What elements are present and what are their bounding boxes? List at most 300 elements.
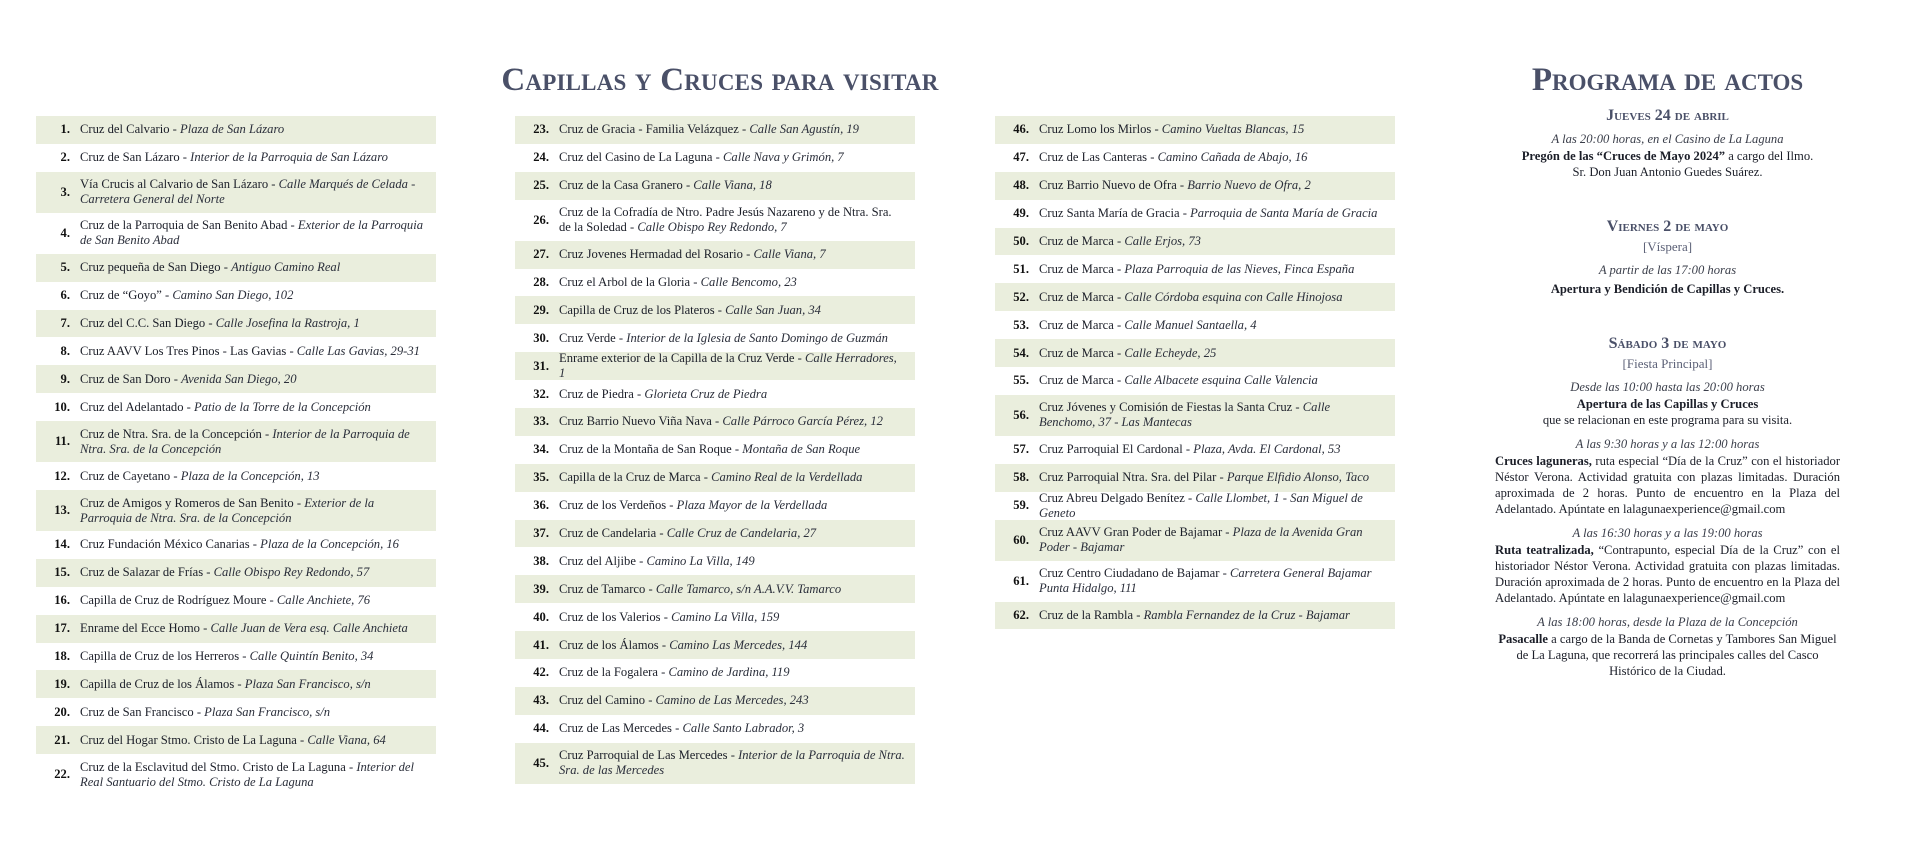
item-text	[1039, 346, 1385, 361]
item-location: Calle Erjos, 73	[1124, 234, 1201, 248]
item-location: Rambla Fernandez de la Cruz - Bajamar	[1143, 608, 1350, 623]
item-location: Avenida San Diego, 20	[181, 371, 297, 386]
item-text	[80, 649, 426, 664]
item-text	[559, 748, 905, 778]
item-location: Calle Viana, 64	[307, 732, 386, 747]
item-location: Calle Quintín Benito, 34	[249, 649, 374, 664]
day-block-2	[1495, 216, 1840, 297]
item-text	[559, 610, 905, 625]
item-separator: -	[712, 150, 724, 165]
item-location: Montaña de San Roque	[742, 442, 861, 457]
item-separator: -	[286, 343, 297, 358]
item-name: Cruz del Aljibe	[559, 553, 636, 568]
list-item	[36, 254, 436, 282]
item-name: Cruz de la Montaña de San Roque	[559, 442, 732, 457]
item-location: Antiguo Camino Real	[231, 260, 341, 275]
item-text	[1039, 491, 1385, 521]
list-item	[36, 172, 436, 213]
item-name: Vía Crucis al Calvario de San Lázaro	[80, 177, 269, 192]
item-name: Cruz Parroquial de Las Mercedes	[559, 748, 728, 763]
list-item	[36, 643, 436, 671]
list-item	[36, 462, 436, 490]
list-item	[36, 365, 436, 393]
item-separator: -	[727, 748, 739, 763]
list-item	[36, 337, 436, 365]
list-item	[515, 687, 915, 715]
item-location: Calle Josefina la Rastroja, 1	[215, 316, 360, 330]
item-name: Cruz Lomo los Mirlos	[1039, 122, 1152, 137]
list-item	[515, 324, 915, 352]
item-separator: -	[682, 178, 694, 193]
item-text	[1039, 400, 1385, 430]
item-separator: -	[193, 704, 205, 719]
item-separator: -	[1179, 206, 1191, 221]
item-location: Calle Obispo Rey Redondo, 7	[637, 220, 787, 235]
item-number: 9.	[60, 371, 70, 386]
item-text	[80, 218, 426, 248]
item-number: 60.	[1013, 532, 1029, 547]
item-text	[559, 693, 905, 708]
item-separator: -	[249, 537, 261, 552]
list-item	[36, 421, 436, 462]
item-text	[559, 122, 905, 137]
item-location: Camino de Jardina, 119	[668, 665, 790, 680]
item-location: Plaza Parroquia de las Nieves, Finca España	[1124, 261, 1355, 276]
item-name: Cruz de Las Canteras	[1039, 150, 1148, 165]
item-text	[1039, 290, 1385, 305]
item-number: 49.	[1013, 206, 1029, 221]
item-separator: -	[671, 721, 683, 736]
item-number: 11.	[54, 434, 70, 449]
item-number: 2.	[60, 150, 70, 165]
item-separator: -	[1219, 566, 1230, 581]
list-item	[515, 269, 915, 297]
item-location: Calle Santo Labrador, 3	[682, 721, 805, 736]
item-separator: -	[1113, 234, 1125, 248]
list-item	[995, 602, 1395, 630]
page-title: Capillas y Cruces para visitar	[501, 62, 939, 98]
item-separator: -	[239, 649, 250, 664]
item-text	[1039, 150, 1385, 165]
item-text	[1039, 318, 1385, 333]
item-number: 61.	[1013, 573, 1029, 588]
item-number: 46.	[1013, 122, 1029, 137]
list-item	[995, 255, 1395, 283]
event-text	[1495, 148, 1840, 180]
item-location: Interior de la Parroquia de San Lázaro	[190, 150, 388, 165]
item-text	[559, 582, 905, 597]
item-name: Cruz Centro Ciudadano de Bajamar	[1039, 566, 1220, 581]
item-name: Cruz de Tamarco	[559, 581, 646, 596]
item-text	[80, 372, 426, 387]
item-separator: -	[635, 553, 647, 568]
item-number: 6.	[60, 288, 70, 303]
list-item	[995, 464, 1395, 492]
item-name: Cruz Barrio Nuevo de Ofra	[1039, 178, 1177, 193]
event-title: Pasacalle	[1498, 632, 1549, 646]
list-item	[36, 310, 436, 338]
item-separator: -	[742, 247, 754, 262]
item-name: Cruz del C.C. San Diego	[80, 316, 206, 330]
item-name: Cruz Parroquial El Cardonal	[1039, 442, 1183, 457]
item-number: 12.	[54, 468, 70, 483]
item-text	[1039, 373, 1385, 388]
item-name: Cruz del Adelantado	[80, 399, 184, 414]
item-separator: -	[1113, 261, 1125, 276]
item-name: Capilla de la Cruz de Marca	[559, 470, 701, 485]
list-item	[36, 698, 436, 726]
event-description: a cargo de la Banda de Cornetas y Tambores San Miguel de La Laguna, que recorrerá las principales calles del Casco Histórico de la Ciudad.	[1516, 632, 1837, 678]
item-number: 29.	[533, 302, 549, 317]
item-number: 55.	[1013, 373, 1029, 388]
item-name: Cruz Abreu Delgado Benítez	[1039, 490, 1185, 505]
item-number: 3.	[60, 184, 70, 199]
item-separator: -	[714, 302, 726, 317]
item-location: Plaza, Avda. El Cardonal, 53	[1193, 442, 1341, 457]
item-separator: -	[293, 495, 305, 510]
item-name: Cruz Fundación México Canarias	[80, 537, 250, 552]
list-item	[995, 116, 1395, 144]
item-number: 7.	[60, 316, 70, 330]
item-number: 25.	[533, 178, 549, 193]
item-number: 39.	[533, 581, 549, 596]
item-number: 36.	[533, 498, 549, 513]
item-location: Plaza Mayor de la Verdellada	[676, 498, 828, 513]
item-location: Glorieta Cruz de Piedra	[644, 386, 768, 401]
list-item	[36, 490, 436, 531]
item-number: 51.	[1013, 261, 1029, 276]
list-item	[36, 116, 436, 144]
item-name: Cruz de Marca	[1039, 289, 1114, 304]
event-time: A las 16:30 horas y a las 19:00 horas	[1572, 526, 1763, 540]
item-name: Cruz de “Goyo”	[80, 288, 162, 303]
list-item	[995, 436, 1395, 464]
item-separator: -	[626, 220, 638, 235]
item-number: 37.	[533, 526, 549, 541]
list-item	[515, 520, 915, 548]
item-location: Calle Cruz de Candelaria, 27	[666, 526, 817, 541]
item-location: Calle Córdoba esquina con Calle Hinojosa	[1124, 289, 1343, 304]
item-location: Calle San Agustín, 19	[749, 122, 859, 137]
item-number: 28.	[533, 275, 549, 289]
item-location: Calle Viana, 7	[753, 247, 826, 262]
item-name: Cruz de Ntra. Sra. de la Concepción	[80, 426, 262, 441]
list-item	[36, 670, 436, 698]
item-text	[80, 122, 426, 137]
item-location: Interior del Real Santuario del Stmo. Cristo de La Laguna	[80, 759, 415, 789]
item-name: Cruz del Calvario	[80, 122, 170, 137]
day-title: Sábado 3 de mayo	[1608, 335, 1727, 352]
item-number: 21.	[54, 732, 70, 747]
item-location: Calle Párroco García Pérez, 12	[722, 414, 883, 429]
item-separator: -	[234, 676, 245, 691]
item-separator: -	[645, 693, 656, 708]
item-text	[559, 638, 905, 653]
list-item	[995, 520, 1395, 561]
item-location: Patio de la Torre de la Concepción	[194, 399, 371, 414]
item-separator: -	[1176, 178, 1188, 193]
item-location: Camino Las Mercedes, 144	[669, 637, 808, 652]
item-number: 59.	[1013, 498, 1029, 513]
item-text	[559, 498, 905, 513]
item-separator: -	[645, 581, 656, 596]
item-text	[559, 665, 905, 680]
item-text	[559, 150, 905, 165]
day-title: Viernes 2 de mayo	[1606, 218, 1729, 235]
item-location: Calle Marqués de Celada - Carretera General del Norte	[80, 177, 416, 207]
item-location: Calle Llombet, 1 - San Miguel de Geneto	[1039, 490, 1363, 520]
item-name: Cruz de los Álamos	[559, 637, 659, 652]
item-location: Camino La Villa, 159	[671, 609, 780, 624]
item-name: Cruz de los Valerios	[559, 609, 661, 624]
item-location: Interior de la Parroquia de Ntra. Sra. de las Mercedes	[559, 748, 905, 778]
item-number: 58.	[1013, 470, 1029, 485]
event-title: Ruta teatralizada,	[1495, 543, 1594, 557]
event-title: Cruces laguneras,	[1495, 454, 1592, 468]
item-location: Calle Las Gavias, 29-31	[296, 343, 420, 358]
list-item	[995, 311, 1395, 339]
item-name: Cruz de la Parroquia de San Benito Abad	[80, 218, 288, 233]
item-separator: -	[711, 414, 723, 429]
event-title: Apertura y Bendición de Capillas y Cruces.	[1550, 282, 1785, 296]
event-text	[1495, 453, 1840, 517]
item-number: 34.	[533, 442, 549, 457]
item-separator: -	[170, 371, 182, 386]
item-text	[80, 469, 426, 484]
item-number: 50.	[1013, 234, 1029, 248]
item-location: Camino San Diego, 102	[172, 288, 294, 303]
item-location: Interior de la Parroquia de Ntra. Sra. de la Concepción	[80, 426, 410, 456]
item-text	[559, 178, 905, 193]
item-name: Cruz AAVV Los Tres Pinos - Las Gavias	[80, 343, 287, 358]
item-text	[559, 442, 905, 457]
item-separator: -	[179, 150, 191, 165]
item-name: Cruz del Casino de La Laguna	[559, 150, 713, 165]
item-number: 19.	[54, 676, 70, 691]
item-text	[559, 470, 905, 485]
item-name: Cruz el Arbol de la Gloria	[559, 275, 691, 289]
item-text	[1039, 178, 1385, 193]
item-text	[80, 344, 426, 359]
item-separator: -	[731, 442, 743, 457]
item-text	[559, 351, 905, 381]
item-location: Plaza San Francisco, s/n	[244, 676, 371, 691]
list-item	[515, 743, 915, 784]
item-text	[80, 621, 426, 636]
list-item	[515, 659, 915, 687]
list-item	[515, 408, 915, 436]
item-text	[559, 554, 905, 569]
item-separator: -	[161, 288, 173, 303]
item-location: Exterior de la Parroquia de San Benito Abad	[80, 218, 424, 248]
item-separator: -	[615, 330, 627, 345]
item-text	[559, 721, 905, 736]
item-text	[1039, 525, 1385, 555]
item-location: Camino Cañada de Abajo, 16	[1157, 150, 1308, 165]
item-number: 42.	[533, 665, 549, 680]
item-number: 26.	[533, 212, 549, 227]
list-item	[515, 172, 915, 200]
item-location: Camino La Villa, 149	[646, 553, 755, 568]
item-name: Cruz de Candelaria	[559, 526, 657, 541]
item-separator: -	[287, 218, 298, 233]
item-number: 20.	[54, 704, 70, 719]
item-text	[1039, 442, 1385, 457]
list-item	[36, 726, 436, 754]
item-name: Cruz Verde	[559, 330, 616, 345]
item-number: 43.	[533, 693, 549, 708]
list-column-1	[36, 116, 436, 795]
item-name: Cruz de los Verdeños	[559, 498, 667, 513]
day-block-3	[1495, 333, 1840, 679]
item-location: Calle Obispo Rey Redondo, 57	[213, 565, 370, 580]
item-name: Cruz de Marca	[1039, 234, 1114, 248]
list-item	[995, 367, 1395, 395]
list-item	[515, 631, 915, 659]
item-name: Capilla de Cruz de los Plateros	[559, 302, 715, 317]
item-name: Cruz de San Doro	[80, 371, 171, 386]
item-separator: -	[658, 637, 670, 652]
programa-section	[1495, 62, 1840, 679]
item-name: Cruz Jovenes Hermadad del Rosario	[559, 247, 743, 262]
item-text	[1039, 234, 1385, 249]
event-description: “Contrapunto, especial Día de la Cruz” con el historiador Néstor Verona. Actividad gratuita con plazas limitadas. Duración aproximada de 2 horas. Punto de encuentro en la Plaza del Adelantado. Apúntate en lalagunaexperience@gmail.com	[1495, 543, 1841, 605]
item-separator: -	[183, 399, 195, 414]
item-text	[80, 677, 426, 692]
item-number: 57.	[1013, 442, 1029, 457]
item-number: 38.	[533, 553, 549, 568]
item-number: 32.	[533, 386, 549, 401]
item-separator: -	[1151, 122, 1162, 137]
item-name: Cruz Barrio Nuevo Viña Nava	[559, 414, 712, 429]
item-location: Camino de Las Mercedes, 243	[655, 693, 809, 708]
item-location: Calle Bencomo, 23	[700, 275, 797, 289]
item-number: 17.	[54, 621, 70, 636]
item-name: Cruz de Las Mercedes	[559, 721, 672, 736]
event-title: Pregón de las “Cruces de Mayo 2024”	[1521, 149, 1726, 163]
item-name: Cruz de la Rambla	[1039, 608, 1134, 623]
item-number: 27.	[533, 247, 549, 262]
item-number: 1.	[60, 122, 70, 137]
list-column-2	[515, 116, 915, 784]
list-item	[995, 283, 1395, 311]
item-location: Exterior de la Parroquia de Ntra. Sra. de la Concepción	[80, 495, 375, 525]
item-text	[559, 526, 905, 541]
item-text	[1039, 608, 1385, 623]
item-location: Plaza de la Avenida Gran Poder - Bajamar	[1039, 525, 1363, 555]
list-item	[515, 436, 915, 464]
list-item	[515, 352, 915, 380]
day-title: Jueves 24 de abril	[1606, 107, 1729, 124]
item-text	[80, 150, 426, 165]
item-name: Cruz de Gracia - Familia Velázquez	[559, 122, 739, 137]
item-name: Cruz de Marca	[1039, 317, 1114, 332]
day-subtitle: [Víspera]	[1642, 239, 1693, 254]
item-text	[80, 565, 426, 580]
item-text	[559, 247, 905, 262]
item-text	[80, 316, 426, 331]
item-separator: -	[1113, 373, 1125, 388]
item-number: 18.	[54, 649, 70, 664]
item-location: Calle Echeyde, 25	[1124, 345, 1217, 360]
item-name: Cruz de la Esclavitud del Stmo. Cristo de La Laguna	[80, 759, 346, 774]
item-name: Cruz del Hogar Stmo. Cristo de La Laguna	[80, 732, 297, 747]
item-separator: -	[268, 177, 279, 192]
item-separator: -	[1113, 345, 1125, 360]
item-separator: -	[1222, 525, 1233, 540]
item-name: Cruz de Piedra	[559, 386, 634, 401]
list-item	[515, 547, 915, 575]
item-text	[80, 427, 426, 457]
list-item	[36, 282, 436, 310]
item-number: 24.	[533, 150, 549, 165]
item-separator: -	[1113, 289, 1125, 304]
item-text	[559, 414, 905, 429]
item-name: Cruz Parroquial Ntra. Sra. del Pilar	[1039, 470, 1217, 485]
item-location: Calle Anchiete, 76	[276, 593, 371, 608]
list-item	[515, 380, 915, 408]
item-location: Camino Real de la Verdellada	[711, 470, 863, 485]
list-column-3	[995, 116, 1395, 629]
item-location: Carretera General Bajamar Punta Hidalgo, 111	[1039, 566, 1372, 596]
event-time: A las 20:00 horas, en el Casino de La Laguna	[1551, 132, 1784, 146]
item-separator: -	[700, 470, 712, 485]
event-time: Desde las 10:00 hasta las 20:00 horas	[1570, 380, 1765, 394]
item-name: Capilla de Cruz de los Herreros	[80, 649, 240, 664]
list-item	[515, 116, 915, 144]
item-separator: -	[690, 275, 701, 289]
item-number: 53.	[1013, 317, 1029, 332]
day-block-1	[1495, 105, 1840, 180]
item-name: Cruz de Marca	[1039, 345, 1114, 360]
item-text	[80, 288, 426, 303]
item-location: Plaza de la Concepción, 16	[260, 537, 399, 552]
list-item	[515, 715, 915, 743]
item-location: Camino Vueltas Blancas, 15	[1161, 122, 1305, 137]
event-description: ruta especial “Día de la Cruz” con el historiador Néstor Verona. Actividad gratuita con plazas limitadas. Duración aproximada de 2 horas. Punto de encuentro en la Plaza del Adelantado. Apúntate en lalagunaexperience@gmail.com	[1495, 454, 1841, 516]
item-separator: -	[1133, 608, 1144, 623]
event-description: a cargo del Ilmo. Sr. Don Juan Antonio Guedes Suárez.	[1572, 149, 1814, 179]
item-name: Cruz de Salazar de Frías	[80, 565, 204, 580]
item-name: Cruz de San Lázaro	[80, 150, 180, 165]
item-number: 41.	[533, 637, 549, 652]
item-name: Cruz AAVV Gran Poder de Bajamar	[1039, 525, 1223, 540]
item-number: 56.	[1013, 407, 1029, 422]
list-item	[36, 615, 436, 643]
item-number: 47.	[1013, 150, 1029, 165]
item-name: Cruz de San Francisco	[80, 704, 194, 719]
item-location: Barrio Nuevo de Ofra, 2	[1187, 178, 1311, 193]
item-name: Enrame exterior de la Capilla de la Cruz Verde	[559, 351, 795, 366]
item-name: Cruz pequeña de San Diego	[80, 260, 221, 275]
item-text	[80, 496, 426, 526]
item-location: Parroquia de Santa María de Gracia	[1190, 206, 1378, 221]
event-description: que se relacionan en este programa para su visita.	[1542, 413, 1793, 427]
list-item	[515, 603, 915, 631]
item-separator: -	[266, 593, 277, 608]
item-location: Plaza de la Concepción, 13	[180, 468, 320, 483]
event-time: A las 9:30 horas y a las 12:00 horas	[1575, 437, 1760, 451]
list-item	[36, 531, 436, 559]
item-separator: -	[261, 426, 273, 441]
list-item	[515, 200, 915, 241]
item-location: Calle Juan de Vera esq. Calle Anchieta	[210, 621, 408, 636]
item-number: 54.	[1013, 345, 1029, 360]
item-separator: -	[1216, 470, 1227, 485]
item-name: Cruz Jóvenes y Comisión de Fiestas la Santa Cruz	[1039, 400, 1293, 415]
list-item	[995, 561, 1395, 602]
item-text	[80, 593, 426, 608]
